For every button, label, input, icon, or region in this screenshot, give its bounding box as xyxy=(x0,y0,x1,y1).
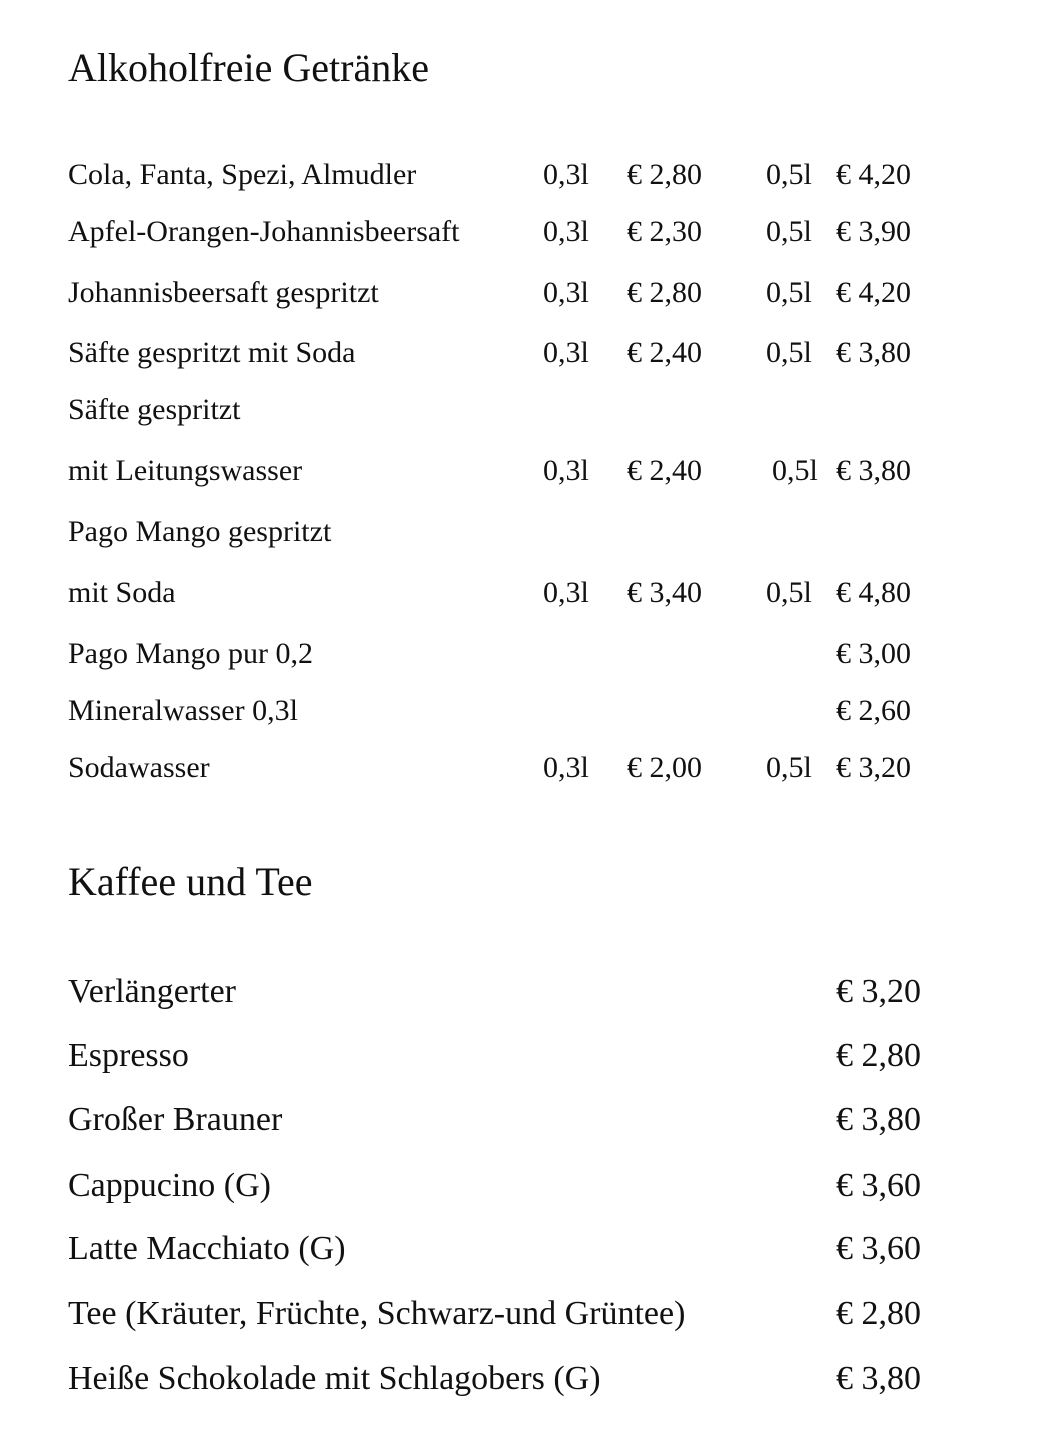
item-price1: € 2,40 xyxy=(627,336,702,369)
item-size2: 0,5l xyxy=(766,158,812,191)
item-size2: 0,5l xyxy=(766,576,812,609)
item-price2: € 3,80 xyxy=(836,1360,921,1397)
item-name: Cappucino (G) xyxy=(68,1167,272,1204)
item-price2: € 4,20 xyxy=(836,276,911,309)
item-price2: € 4,80 xyxy=(836,576,911,609)
item-size1: 0,3l xyxy=(543,215,589,248)
item-name: Latte Macchiato (G) xyxy=(68,1230,346,1267)
item-name: Mineralwasser 0,3l xyxy=(68,694,298,727)
item-price2: € 3,80 xyxy=(836,336,911,369)
item-name: Verlängerter xyxy=(68,973,237,1010)
item-name: Pago Mango pur 0,2 xyxy=(68,637,313,670)
item-price1: € 3,40 xyxy=(627,576,702,609)
item-price2: € 3,80 xyxy=(836,454,911,487)
item-size1: 0,3l xyxy=(543,751,589,784)
item-size1: 0,3l xyxy=(543,454,589,487)
item-price1: € 2,40 xyxy=(627,454,702,487)
item-price1: € 2,80 xyxy=(627,276,702,309)
item-size1: 0,3l xyxy=(543,276,589,309)
item-name: Johannisbeersaft gespritzt xyxy=(68,276,379,309)
item-size1: 0,3l xyxy=(543,336,589,369)
item-name: Säfte gespritzt xyxy=(68,393,241,426)
item-size1: 0,3l xyxy=(543,158,589,191)
item-size1: 0,3l xyxy=(543,576,589,609)
item-price1: € 2,00 xyxy=(627,751,702,784)
item-price2: € 2,80 xyxy=(836,1295,921,1332)
item-name: Sodawasser xyxy=(68,751,210,784)
item-price1: € 2,80 xyxy=(627,158,702,191)
item-price2: € 3,80 xyxy=(836,1101,921,1138)
section-title-coffee-tea: Kaffee und Tee xyxy=(68,859,313,904)
item-size2: 0,5l xyxy=(766,336,812,369)
item-name: Heiße Schokolade mit Schlagobers (G) xyxy=(68,1360,601,1397)
item-price2: € 3,20 xyxy=(836,751,911,784)
item-price2: € 4,20 xyxy=(836,158,911,191)
item-name: mit Leitungswasser xyxy=(68,454,303,487)
item-price2: € 3,90 xyxy=(836,215,911,248)
item-name: Großer Brauner xyxy=(68,1101,283,1138)
item-size2: 0,5l xyxy=(766,751,812,784)
item-price1: € 2,30 xyxy=(627,215,702,248)
item-price2: € 3,60 xyxy=(836,1230,921,1267)
item-price2: € 3,00 xyxy=(836,637,911,670)
item-size2: 0,5l xyxy=(772,454,818,487)
item-name: Säfte gespritzt mit Soda xyxy=(68,336,356,369)
item-name: Cola, Fanta, Spezi, Almudler xyxy=(68,158,417,191)
item-price2: € 2,60 xyxy=(836,694,911,727)
section-title-soft-drinks: Alkoholfreie Getränke xyxy=(68,45,429,90)
item-price2: € 3,20 xyxy=(836,973,921,1010)
item-size2: 0,5l xyxy=(766,215,812,248)
item-price2: € 2,80 xyxy=(836,1037,921,1074)
item-size2: 0,5l xyxy=(766,276,812,309)
item-name: Espresso xyxy=(68,1037,189,1074)
item-name: Apfel-Orangen-Johannisbeersaft xyxy=(68,215,460,248)
item-price2: € 3,60 xyxy=(836,1167,921,1204)
item-name: Tee (Kräuter, Früchte, Schwarz-und Grüntee) xyxy=(68,1295,686,1332)
item-name: Pago Mango gespritzt xyxy=(68,515,332,548)
item-name: mit Soda xyxy=(68,576,176,609)
